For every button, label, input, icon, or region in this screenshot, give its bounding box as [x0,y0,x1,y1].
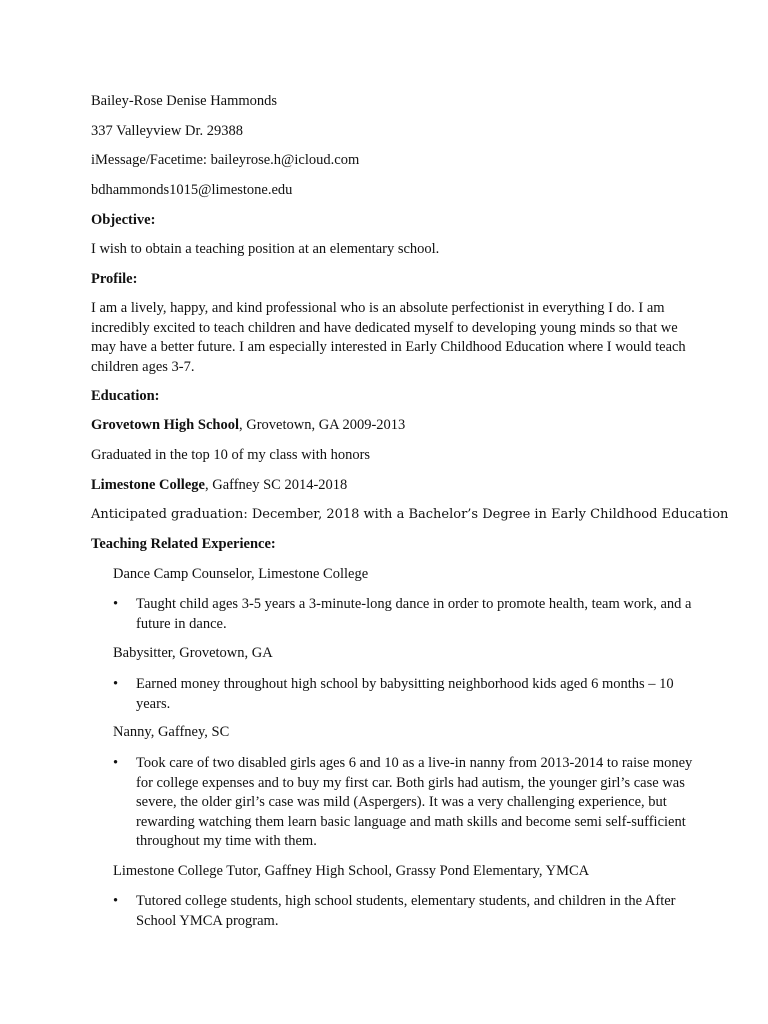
school-name: Grovetown High School [91,417,239,433]
bullet-icon: • [113,676,119,692]
experience-title: Dance Camp Counselor, Limestone College [113,566,369,582]
profile-heading: Profile: [91,271,138,287]
experience-bullet [113,754,693,854]
school-name: Limestone College [91,477,205,493]
objective-heading: Objective: [91,212,156,228]
school-detail: , Grovetown, GA 2009-2013 [238,417,406,433]
school-detail: , Gaffney SC 2014-2018 [204,477,348,493]
education-heading: Education: [91,388,160,404]
experience-bullet [113,892,693,932]
experience-bullet-text: Taught child ages 3-5 years a 3-minute-long dance in order to promote health, team work, and a future in dance. [136,596,692,632]
profile-text: I am a lively, happy, and kind professional who is an absolute perfectionist in everything I do. I am incredibly excited to teach children and have dedicated myself to developing young minds so that we may have a better future. I am especially interested in Early Childhood Education where I would teach children ages 3-7. [91,300,686,375]
bullet-icon: • [113,893,119,909]
experience-bullet-text: Tutored college students, high school students, elementary students, and children in the After School YMCA program. [136,893,676,929]
experience-title: Babysitter, Grovetown, GA [113,645,273,661]
education-note-1: Graduated in the top 10 of my class with honors [91,447,371,463]
experience-bullet [113,675,693,715]
address: 337 Valleyview Dr. 29388 [91,123,243,139]
experience-title: Limestone College Tutor, Gaffney High School, Grassy Pond Elementary, YMCA [113,863,590,879]
email-contact: bdhammonds1015@limestone.edu [91,182,293,198]
experience-bullet [113,595,693,635]
experience-title: Nanny, Gaffney, SC [113,724,230,740]
bullet-icon: • [113,596,119,612]
bullet-icon: • [113,755,119,771]
experience-heading: Teaching Related Experience: [91,536,276,552]
education-entry-2 [91,476,347,495]
objective-text: I wish to obtain a teaching position at an elementary school. [91,241,440,257]
applicant-name: Bailey-Rose Denise Hammonds [91,93,278,109]
education-note-2: Anticipated graduation: December, 2018 with a Bachelor’s Degree in Early Childhood Education [91,507,729,522]
experience-bullet-text: Earned money throughout high school by babysitting neighborhood kids aged 6 months – 10 years. [136,676,674,712]
imessage-contact: iMessage/Facetime: baileyrose.h@icloud.com [91,152,360,168]
education-entry-1 [91,416,405,435]
experience-bullet-text: Took care of two disabled girls ages 6 and 10 as a live-in nanny from 2013-2014 to raise money for college expenses and to buy my first car. Both girls had autism, the younger girl’s case was severe, the older girl’s case was mild (Aspergers). It was a very challenging experience, but rewarding watching them learn basic language and math skills and become semi self-sufficient throughout my time with them. [136,755,693,849]
